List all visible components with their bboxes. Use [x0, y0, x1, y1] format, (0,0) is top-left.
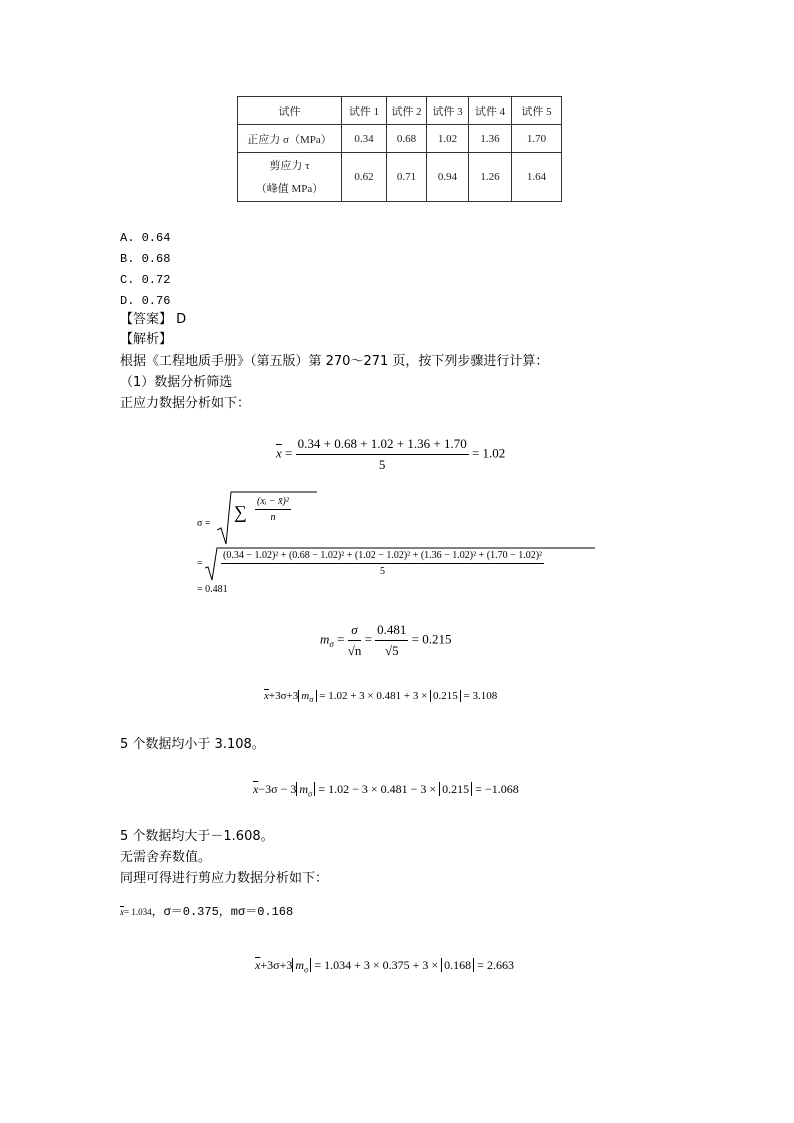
shear-stress-row	[238, 153, 562, 202]
upper-abs: 0.215	[430, 690, 461, 702]
option-b: B. 0.68	[120, 252, 171, 266]
sigma-lhs: σ =	[197, 518, 211, 529]
sum-symbol-icon: ∑	[234, 502, 247, 522]
m-denominator-1: √n	[347, 643, 362, 658]
header-cell: 试件 4	[469, 97, 512, 125]
header-cell: 试件 1	[342, 97, 387, 125]
sigma-expansion: = (0.34 − 1.02)² + (0.68 − 1.02)² + (1.02 − 1.02)² + (1.36 − 1.02)² + (1.70 − 1.02)² 5	[197, 546, 228, 582]
sigma-expand-numerator: (0.34 − 1.02)² + (0.68 − 1.02)² + (1.02 − 1.02)² + (1.36 − 1.02)² + (1.70 − 1.02)²	[221, 550, 544, 564]
lower-rhs: = 1.02 − 3 × 0.481 − 3 ×	[318, 782, 437, 796]
table-cell: 1.26	[469, 153, 512, 202]
table-cell: 0.71	[387, 153, 427, 202]
table-cell: 0.62	[342, 153, 387, 202]
lower-result: = −1.068	[475, 782, 519, 796]
option-a: A. 0.64	[120, 231, 171, 245]
option-d: D. 0.76	[120, 294, 171, 308]
row-label-line1: 剪应力 τ	[269, 160, 310, 172]
table-cell: 1.64	[512, 153, 562, 202]
lower-abs: 0.215	[439, 782, 472, 796]
row-label: 正应力 σ（MPa）	[238, 125, 342, 153]
header-cell: 试件 5	[512, 97, 562, 125]
table-cell: 1.70	[512, 125, 562, 153]
m-result: = 0.215	[411, 631, 452, 647]
sigma-inner-denominator: n	[270, 512, 276, 523]
header-cell: 试件	[238, 97, 342, 125]
mean-fraction	[296, 436, 469, 473]
mean-denominator: 5	[378, 457, 386, 472]
row-label	[238, 153, 342, 202]
greater-than-note: 5 个数据均大于－1.608。	[120, 829, 274, 844]
sigma-formula	[197, 490, 543, 595]
lower-lhs: −3σ − 3	[258, 782, 297, 796]
m-subscript: σ	[329, 639, 334, 650]
reference-line: 根据《工程地质手册》（第五版）第 270～271 页，按下列步骤进行计算：	[120, 354, 549, 369]
stress-data-table	[237, 96, 562, 202]
sigma-definition	[197, 490, 289, 546]
m-denominator-2: √5	[384, 643, 399, 658]
shear-upper-rhs: = 1.034 + 3 × 0.375 + 3 ×	[314, 958, 439, 972]
mean-result: = 1.02	[471, 445, 506, 461]
lower-bound-formula: $\overline{x}-3\sigma - 3$ $m_\sigma = 1.02 - 3 \times 0.481 - 3 \times 0.215 = -1.068$	[253, 782, 519, 799]
row-label-line2: （峰值 MPa）	[255, 183, 324, 195]
table-cell: 1.36	[469, 125, 512, 153]
shear-upper-abs: 0.168	[441, 958, 474, 972]
sigma-inner-fraction	[255, 496, 291, 523]
shear-summary: $\overline{x}= 1.034$，σ＝0.375，mσ＝0.168	[120, 905, 294, 919]
shear-upper-lhs: +3σ+3	[260, 958, 293, 972]
shear-upper-result: = 2.663	[477, 958, 514, 972]
mean-symbol: $\overline{x}$	[276, 445, 282, 461]
table-cell: 0.68	[387, 125, 427, 153]
step-heading: （1）数据分析筛选	[120, 375, 233, 390]
mean-formula: $\overline{x}$ = $\frac{0.34 + 0.68 + 1.02 + 1.36 + 1.70}{5}$ = 1.02	[276, 436, 506, 472]
m-numerator-1: σ	[348, 622, 362, 641]
upper-result: = 3.108	[463, 690, 498, 702]
table-cell: 0.34	[342, 125, 387, 153]
normal-intro: 正应力数据分析如下：	[120, 396, 251, 411]
header-cell: 试件 3	[427, 97, 469, 125]
option-c: C. 0.72	[120, 273, 171, 287]
shear-sigma: ，σ＝0.375，mσ＝0.168	[151, 905, 294, 919]
answer-line: 【答案】 D	[120, 312, 187, 327]
m-symbol: m	[320, 631, 330, 647]
sigma-inner-numerator: (xᵢ − x̄)²	[255, 496, 291, 510]
sigma-result: = 0.481	[197, 584, 228, 595]
mean-numerator: 0.34 + 0.68 + 1.02 + 1.36 + 1.70	[296, 436, 469, 455]
shear-intro: 同理可得进行剪应力数据分析如下：	[120, 871, 329, 886]
upper-bound-formula: $\overline{x}+3\sigma+3$ $m_\sigma = 1.02 + 3 \times 0.481 + 3 \times 0.215 = 3.108$	[264, 690, 498, 705]
table-cell: 1.02	[427, 125, 469, 153]
shear-upper-formula: $\overline{x}+3\sigma+3$ $m_\sigma = 1.034 + 3 \times 0.375 + 3 \times 0.168 = 2.663$	[255, 958, 514, 975]
header-cell: 试件 2	[387, 97, 427, 125]
table-cell: 0.94	[427, 153, 469, 202]
m-fraction-1	[348, 622, 362, 659]
m-numerator-2: 0.481	[375, 622, 408, 641]
table-header-row	[238, 97, 562, 125]
no-discard-note: 无需舍弃数值。	[120, 850, 212, 865]
sigma-expand-denominator: 5	[380, 566, 386, 577]
m-fraction-2	[375, 622, 408, 659]
analysis-title: 【解析】	[120, 332, 173, 347]
less-than-note: 5 个数据均小于 3.108。	[120, 737, 265, 752]
upper-rhs: = 1.02 + 3 × 0.481 + 3 ×	[319, 690, 428, 702]
m-sigma-formula: $m_\sigma$ = $\frac{\sigma}{√n}$ = $\frac{0.481}{√5}$ = 0.215	[320, 622, 452, 658]
upper-lhs: +3σ+3	[268, 690, 299, 702]
sigma-expand-fraction	[221, 550, 544, 577]
shear-mean: = 1.034	[124, 907, 152, 917]
normal-stress-row	[238, 125, 562, 153]
